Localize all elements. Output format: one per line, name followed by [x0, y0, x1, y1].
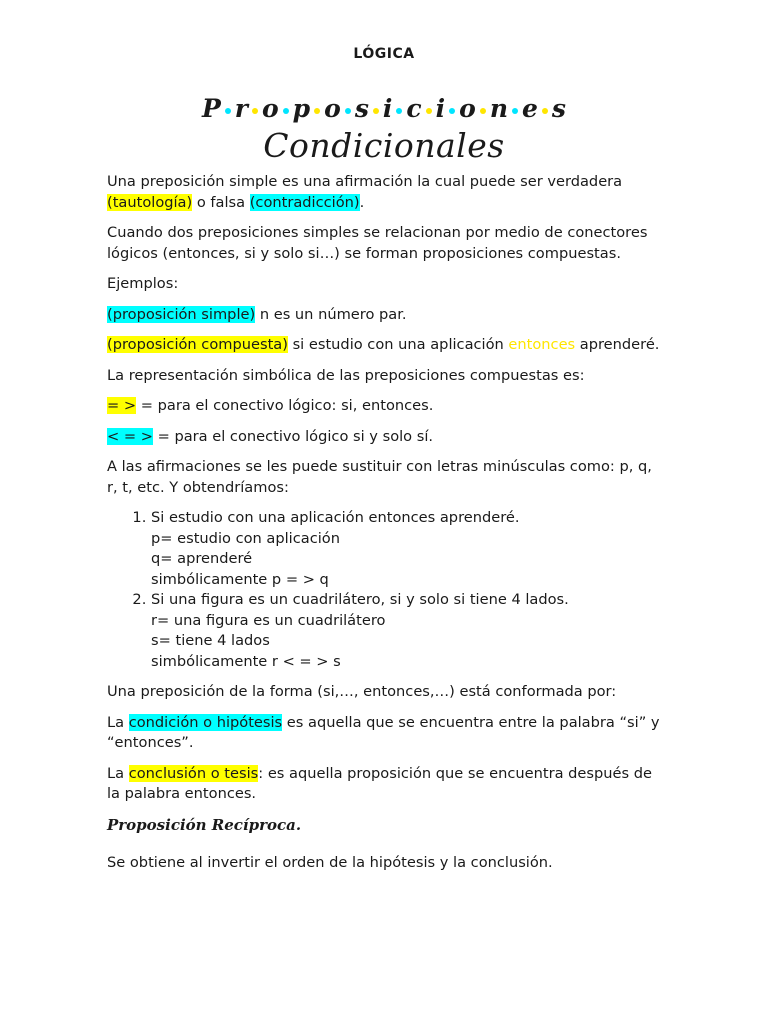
decorative-dot: [225, 108, 231, 114]
title-letter: o: [261, 94, 279, 123]
highlight-conclusion: conclusión o tesis: [128, 764, 259, 782]
page-header: LÓGICA: [353, 46, 415, 62]
title-letter: p: [292, 94, 311, 123]
subheading-reciprocal: Proposición Recíproca.: [107, 815, 302, 834]
paragraph-compound: Cuando dos preposiciones simples se relacionan por medio de conectores lógicos (entonces, si y solo si…) se forman proposiciones compuestas.: [107, 224, 648, 262]
decorative-dot: [542, 108, 548, 114]
title-letter: r: [234, 94, 248, 123]
text: .: [359, 193, 365, 211]
decorative-dot: [396, 108, 402, 114]
title-letter: c: [406, 94, 422, 123]
highlight-compound-proposition: (proposición compuesta): [107, 336, 288, 353]
decorative-dot: [512, 108, 518, 114]
list-item-line: r= una figura es un cuadrilátero: [151, 611, 386, 629]
highlight-hypothesis: condición o hipótesis: [128, 713, 283, 731]
symbol-implication: [107, 396, 667, 417]
text: : es aquella proposición que se encuentra después de la palabra entonces.: [107, 764, 652, 802]
text: Una preposición simple es una afirmación la cual puede ser verdadera: [107, 173, 623, 190]
decorative-dot: [314, 108, 320, 114]
decorative-dot: [252, 108, 258, 114]
highlight-simple-proposition: (proposición simple): [107, 305, 256, 323]
colored-word-entonces: entonces: [508, 336, 576, 353]
title-letter: s: [551, 94, 566, 123]
highlight-contradiction: (contradicción): [249, 193, 360, 211]
decorative-dot: [345, 108, 351, 114]
example-compound: [107, 335, 667, 356]
text: = para el conectivo lógico si y solo sí.: [152, 427, 434, 445]
highlight-biconditional: < = >: [107, 427, 153, 445]
text: si estudio con una aplicación: [287, 336, 509, 353]
paragraph-conclusion: [107, 764, 667, 805]
examples-list: [107, 508, 667, 672]
paragraph-examples-label: Ejemplos:: [107, 275, 179, 292]
list-item-line: s= tiene 4 lados: [151, 632, 270, 649]
decorative-dot: [480, 108, 486, 114]
symbol-biconditional: [107, 427, 667, 448]
text: es aquella que se encuentra entre la palabra “si” y “entonces”.: [107, 713, 660, 751]
highlight-tautology: (tautología): [107, 193, 193, 211]
list-item-line: simbólicamente p = > q: [151, 570, 329, 588]
text: aprenderé.: [575, 336, 660, 353]
paragraph-symbolic: La representación simbólica de las preposiciones compuestas es:: [107, 366, 585, 384]
paragraph-reciprocal: Se obtiene al invertir el orden de la hipótesis y la conclusión.: [107, 854, 553, 871]
title-letter: s: [354, 94, 369, 123]
decorative-title: [0, 94, 768, 123]
decorative-dot: [283, 108, 289, 114]
title-letter: P: [201, 94, 221, 123]
decorative-dot: [449, 108, 455, 114]
decorative-dot: [373, 108, 379, 114]
decorative-subtitle: Condicionales: [263, 126, 505, 165]
list-item-lead: 2. Si una figura es un cuadrilátero, si y solo si tiene 4 lados.: [151, 591, 569, 608]
list-item-line: p= estudio con aplicación: [151, 529, 340, 547]
title-letter: o: [324, 94, 341, 123]
list-item-line: q= aprenderé: [151, 550, 253, 567]
title-letter: e: [522, 94, 538, 123]
list-item: [151, 590, 667, 672]
decorative-dot: [426, 108, 432, 114]
text: n es un número par.: [255, 305, 407, 323]
text: La: [107, 713, 129, 731]
document-body: [107, 172, 667, 884]
paragraph-hypothesis: [107, 713, 667, 754]
highlight-implication: = >: [107, 397, 137, 414]
list-item-line: simbólicamente r < = > s: [151, 652, 341, 670]
text: o falsa: [192, 193, 250, 211]
list-item-lead: 1. Si estudio con una aplicación entonces aprenderé.: [151, 509, 520, 526]
title-letter: n: [489, 94, 509, 123]
text: = para el conectivo lógico: si, entonces.: [136, 397, 434, 414]
paragraph-simple-proposition: [107, 172, 667, 213]
list-item: [151, 508, 667, 590]
paragraph-substitution: A las afirmaciones se les puede sustituir con letras minúsculas como: p, q, r, t, etc. Y obtendríamos:: [107, 458, 652, 496]
title-letter: i: [435, 94, 446, 123]
example-simple: [107, 305, 667, 326]
title-letter: i: [382, 94, 393, 123]
paragraph-form: Una preposición de la forma (si,…, entonces,…) está conformada por:: [107, 683, 617, 700]
text: La: [107, 764, 129, 782]
title-letter: o: [459, 94, 476, 123]
